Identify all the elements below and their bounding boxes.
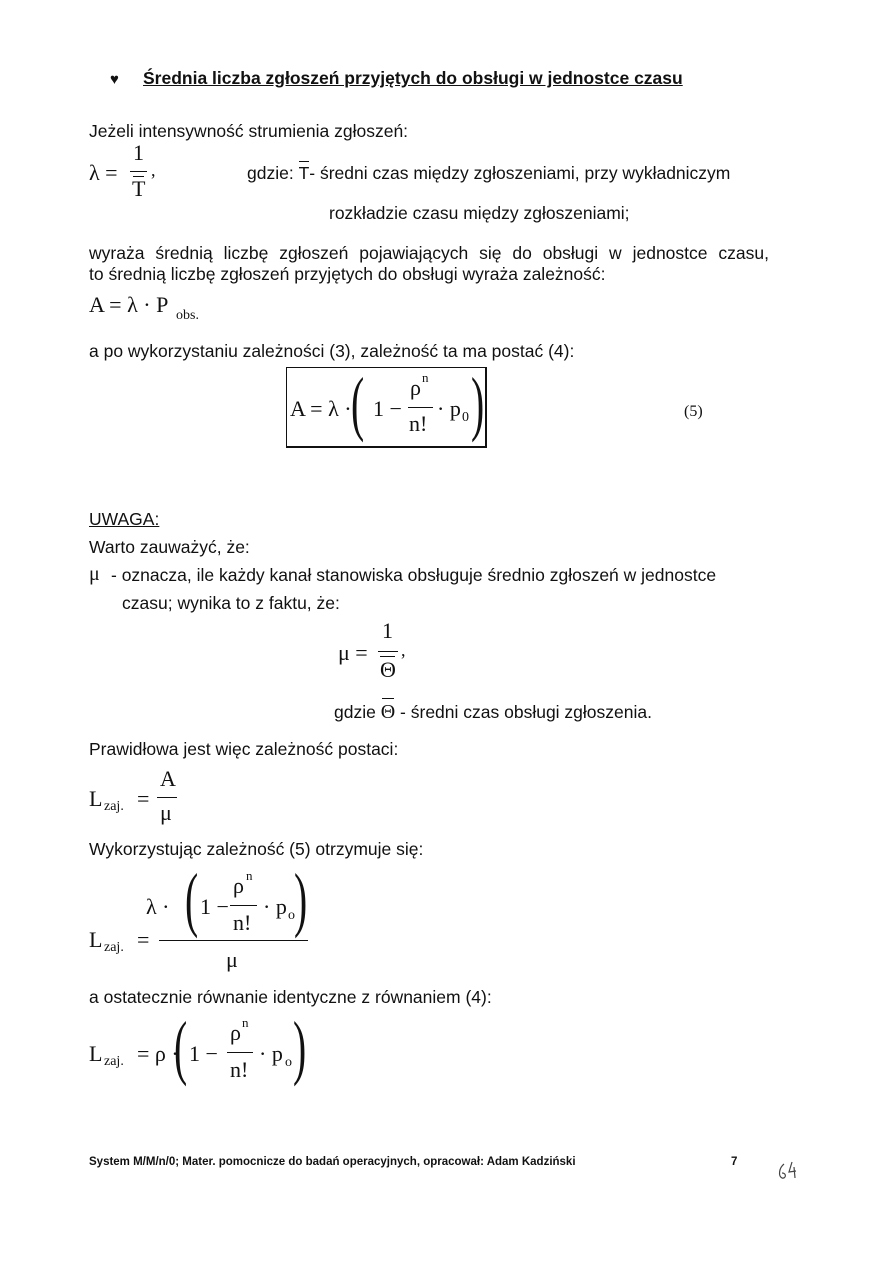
- mu-eq-numerator: 1: [382, 618, 393, 643]
- lambda-description-rest: - średni czas między zgłoszeniami, przy wykładniczym: [309, 163, 731, 183]
- l2-l: L: [89, 927, 103, 952]
- a-eq-subscript: obs.: [176, 308, 199, 323]
- l-equation-3: [89, 1007, 329, 1089]
- a-eq-main: A = λ · P: [89, 292, 169, 317]
- mu-eq-lhs: μ =: [338, 640, 368, 665]
- lambda-equation: [89, 140, 179, 206]
- lambda-denominator: T: [132, 176, 146, 201]
- theta-symbol: Θ: [381, 701, 395, 724]
- l2-n-sup: n: [246, 868, 253, 883]
- heading-bullet-icon: ♥: [110, 71, 119, 88]
- l2-denominator: μ: [226, 947, 238, 972]
- mu-line1: - oznacza, ile każdy kanał stanowiska obsługuje średnio zgłoszeń w jednostce: [111, 565, 717, 585]
- l3-rho: ρ: [230, 1020, 241, 1045]
- l1-l: L: [89, 786, 103, 811]
- l3-sub: zaj.: [104, 1054, 124, 1069]
- l2-right-paren: ): [294, 859, 308, 939]
- lambda-description: [247, 163, 730, 184]
- l2-one-minus: 1 −: [200, 894, 229, 919]
- boxed-nfact: n!: [409, 411, 428, 436]
- l2-times-p: · p: [263, 894, 287, 919]
- l1-numerator: A: [160, 766, 176, 791]
- gdzie-label: gdzie:: [247, 163, 294, 183]
- paragraph-3: Prawidłowa jest więc zależność postaci:: [89, 739, 399, 759]
- paragraph-2: a po wykorzystaniu zależności (3), zależność ta ma postać (4):: [89, 341, 575, 361]
- l2-eq: =: [137, 927, 150, 952]
- mu-description: [89, 565, 769, 615]
- l3-left-paren: (: [174, 1007, 188, 1087]
- paragraph-5: a ostatecznie równanie identyczne z równaniem (4):: [89, 987, 492, 1007]
- l2-sub: zaj.: [104, 940, 124, 955]
- l3-right-paren: ): [293, 1007, 307, 1087]
- boxed-left-paren: (: [351, 363, 365, 443]
- mu-eq-denominator: Θ: [380, 657, 396, 682]
- lambda-lhs: λ =: [89, 160, 118, 185]
- lambda-comma: ,: [151, 160, 156, 180]
- l3-nfact: n!: [230, 1057, 249, 1082]
- l3-one-minus: 1 −: [189, 1041, 218, 1066]
- mu-line2: czasu; wynika to z faktu, że:: [122, 593, 340, 613]
- boxed-rho: ρ: [410, 375, 421, 400]
- l2-inner-fraction-bar: [230, 905, 257, 906]
- mu-symbol: μ: [89, 563, 100, 585]
- l-equation-1: [89, 766, 209, 836]
- intro-text: Jeżeli intensywność strumienia zgłoszeń:: [89, 121, 409, 141]
- paragraph-1-line1: wyraża średnią liczbę zgłoszeń pojawiających się do obsługi w jednostce czasu,: [89, 243, 769, 263]
- boxed-fraction-bar: [408, 407, 433, 408]
- l1-sub: zaj.: [104, 799, 124, 814]
- paragraph-1-line2: to średnią liczbę zgłoszeń przyjętych do obsługi wyraża zależność:: [89, 264, 606, 284]
- uwaga-title: UWAGA:: [89, 509, 160, 529]
- mu-eq-comma: ,: [401, 640, 406, 660]
- l2-p-sub: o: [288, 908, 295, 923]
- uwaga-line1: Warto zauważyć, że:: [89, 537, 250, 557]
- l-equation-2: [89, 859, 329, 981]
- theta-gdzie: gdzie: [334, 702, 376, 722]
- boxed-lhs: A = λ ·: [290, 396, 352, 421]
- boxed-p-sub: 0: [462, 410, 469, 425]
- boxed-times-p: · p: [437, 396, 461, 421]
- footer-text: System M/M/n/0; Mater. pomocnicze do badań operacyjnych, opracował: Adam Kadziński: [89, 1156, 576, 1168]
- boxed-right-paren: ): [471, 363, 485, 443]
- mu-equation: [338, 618, 428, 684]
- l2-rho: ρ: [233, 873, 244, 898]
- l1-denominator: μ: [160, 800, 172, 825]
- handwritten-mark-icon: [776, 1158, 806, 1188]
- section-heading: Średnia liczba zgłoszeń przyjętych do obsługi w jednostce czasu: [143, 68, 683, 88]
- l3-times-p: · p: [259, 1041, 283, 1066]
- l1-fraction-bar: [157, 797, 177, 798]
- l1-eq: =: [137, 786, 150, 811]
- l2-main-fraction-bar: [159, 940, 308, 941]
- l3-fraction-bar: [227, 1052, 253, 1053]
- a-equation: [89, 292, 289, 332]
- l2-nfact: n!: [233, 910, 252, 935]
- l3-eq: = ρ ·: [137, 1041, 179, 1066]
- paragraph-4: Wykorzystując zależność (5) otrzymuje się:: [89, 839, 424, 859]
- theta-description-rest: - średni czas obsługi zgłoszenia.: [400, 702, 652, 722]
- t-symbol: T: [298, 163, 310, 183]
- l3-l: L: [89, 1041, 103, 1066]
- boxed-n-sup: n: [422, 370, 429, 385]
- handwritten-page-mark: [776, 1158, 806, 1188]
- l2-lambda-dot: λ ·: [146, 894, 170, 919]
- l3-n-sup: n: [242, 1015, 249, 1030]
- lambda-numerator: 1: [133, 140, 144, 165]
- l2-left-paren: (: [185, 859, 199, 939]
- theta-description: [334, 701, 652, 724]
- boxed-one-minus: 1 −: [373, 396, 402, 421]
- lambda-description-line2: rozkładzie czasu między zgłoszeniami;: [329, 203, 630, 223]
- l3-p-sub: o: [285, 1055, 292, 1070]
- mu-fraction-bar: [378, 651, 398, 652]
- lambda-fraction-bar: [130, 171, 147, 172]
- boxed-equation-5: [286, 363, 487, 448]
- page-number: 7: [731, 1156, 738, 1168]
- equation-label-5: (5): [684, 403, 703, 420]
